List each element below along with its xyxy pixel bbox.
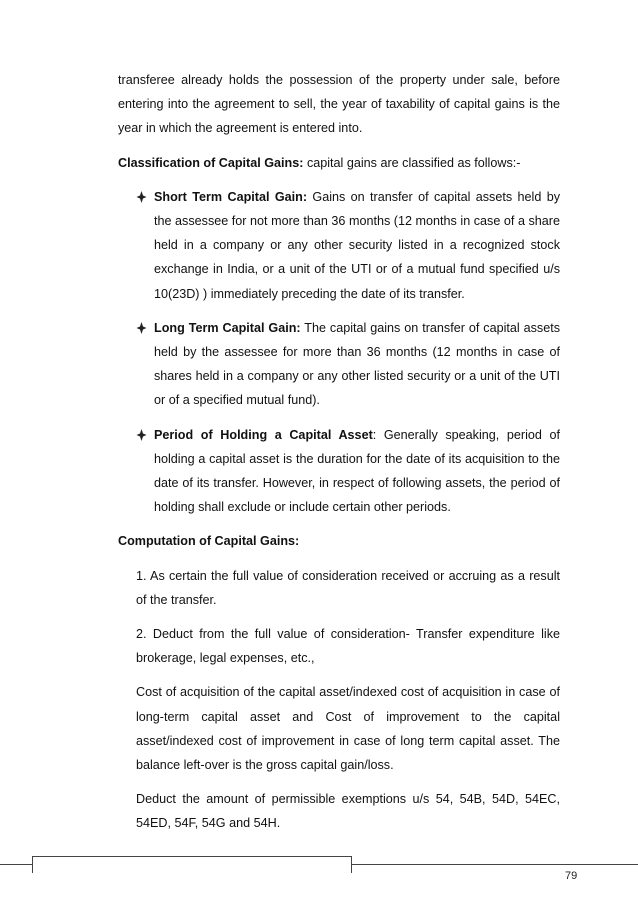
bullet-title: Long Term Capital Gain: [154, 320, 301, 335]
page-content [118, 68, 560, 846]
computation-step: Deduct the amount of permissible exemptions u/s 54, 54B, 54D, 54EC, 54ED, 54F, 54G and 54H. [136, 792, 560, 831]
computation-step: Cost of acquisition of the capital asset/indexed cost of acquisition in case of long-term capital asset and Cost of improvement to the capital asset/indexed cost of improvement in case of long term capital asset. The balance left-over is the gross capital gain/loss. [136, 685, 560, 773]
classification-paragraph [118, 151, 560, 175]
capital-gain-types-list [118, 185, 560, 520]
bullet-text: Gains on transfer of capital assets held by the assessee for not more than 36 months (12 months in case of a share held in a company or any other security listed in a recognized stock exchange in India, or a unit of the UTI or of a mutual fund specified u/s 10(23D) ) immediately preceding the date of its transfer. [154, 189, 560, 301]
diamond-bullet-icon [136, 321, 147, 335]
classification-heading: Classification of Capital Gains: [118, 155, 304, 170]
diamond-bullet-icon [136, 428, 147, 442]
computation-steps [118, 564, 560, 836]
footer-tab [32, 856, 352, 873]
computation-step: 2. Deduct from the full value of consideration- Transfer expenditure like brokerage, legal expenses, etc., [136, 627, 560, 666]
computation-heading: Computation of Capital Gains: [118, 534, 300, 549]
list-item [118, 423, 560, 520]
intro-paragraph: transferee already holds the possession of the property under sale, before entering into the agreement to sell, the year of taxability of capital gains is the year in which the agreement is entered into. [118, 73, 560, 136]
page-number: 79 [565, 870, 578, 882]
bullet-title: Short Term Capital Gain: [154, 189, 308, 204]
computation-step: 1. As certain the full value of consideration received or accruing as a result of the transfer. [136, 568, 560, 607]
bullet-text: The capital gains on transfer of capital assets held by the assessee for more than 36 months (12 months in case of shares held in a company or any other listed security or a unit of the UTI or of a specified mutual fund). [154, 320, 560, 408]
diamond-bullet-icon [136, 190, 147, 204]
bullet-text: : Generally speaking, period of holding a capital asset is the duration for the date of its acquisition to the date of its transfer. However, in respect of following assets, the period of holding shall exclude or include certain other periods. [154, 427, 560, 515]
classification-text: capital gains are classified as follows:- [303, 155, 521, 170]
bullet-title: Period of Holding a Capital Asset [154, 427, 373, 442]
list-item [118, 185, 560, 306]
list-item [118, 316, 560, 413]
